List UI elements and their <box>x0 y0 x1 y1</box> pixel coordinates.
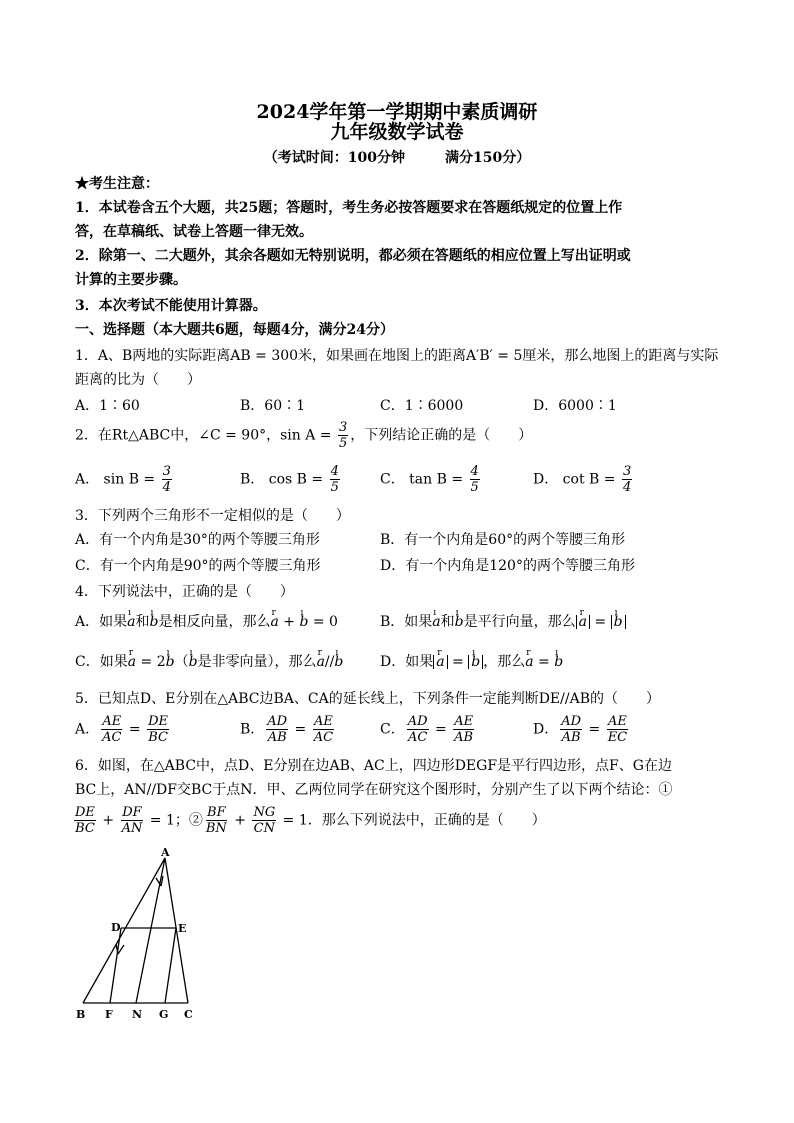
q4-stem: 4．下列说法中，正确的是（ ） <box>75 584 294 600</box>
q6-figure <box>70 848 210 1023</box>
exam-title: 2024学年第一学期期中素质调研 <box>256 101 538 123</box>
notice-1b: 答，在草稿纸、试卷上答题一律无效。 <box>75 224 313 240</box>
q2-option-a: A． sin B = $\frac{3}{4}$ <box>75 464 171 495</box>
q3-stem: 3．下列两个三角形不一定相似的是（ ） <box>75 508 350 524</box>
q2-stem-pre: 2．在Rt△ABC中，∠C = 90°，sin A = <box>75 427 336 444</box>
q5-option-a: A． $\frac{AE}{AC}$ = $\frac{DE}{BC}$ <box>75 714 169 745</box>
q3-option-b: B．有一个内角是60°的两个等腰三角形 <box>380 532 626 548</box>
side-ab <box>83 858 165 1003</box>
exam-subtitle: 九年级数学试卷 <box>330 121 464 143</box>
q4-option-c: C．如果r a = 2ı b（ı b是非零向量），那么r a//ı b <box>75 652 343 672</box>
q1-option-c: C．1∶6000 <box>380 398 464 414</box>
q4-option-b: B．如果ı a和ı b是平行向量，那么r a = ı b <box>380 612 626 632</box>
q2-stem <box>75 420 532 451</box>
label-d: D <box>111 921 121 934</box>
q5-option-c: C． $\frac{AD}{AC}$ = $\frac{AE}{AB}$ <box>380 714 474 745</box>
q2-fraction: $\frac{3}{5}$ <box>338 420 348 451</box>
label-g: G <box>159 1008 169 1021</box>
q2-option-d: D． cot B = $\frac{3}{4}$ <box>533 464 632 495</box>
q1-option-b: B．60∶1 <box>240 398 306 414</box>
section-1-heading: 一、选择题（本大题共6题，每题4分，满分24分） <box>75 322 394 338</box>
notice-1a: 1．本试卷含五个大题，共25题；答题时，考生务必按答题要求在答题纸规定的位置上作 <box>75 200 623 216</box>
arrow-df <box>116 944 124 954</box>
label-b: B <box>76 1008 86 1021</box>
notice-3: 3．本次考试不能使用计算器。 <box>75 298 267 314</box>
label-c: C <box>184 1008 193 1021</box>
q1-stem-a: 1．A、B两地的实际距离AB = 300米，如果画在地图上的距离A′B′ = 5厘米，那么地图上的距离与实际 <box>75 348 719 364</box>
q3-option-d: D．有一个内角是120°的两个等腰三角形 <box>380 558 635 574</box>
q1-option-a: A．1∶60 <box>75 398 140 414</box>
label-a: A <box>161 848 170 859</box>
arrow-an <box>156 876 163 886</box>
label-e: E <box>178 922 187 935</box>
q1-stem-b: 距离的比为（ ） <box>75 372 201 388</box>
q5-option-d: D． $\frac{AD}{AB}$ = $\frac{AE}{EC}$ <box>533 714 628 745</box>
exam-time: （考试时间：100分钟 <box>263 150 405 166</box>
q2-stem-post: ，下列结论正确的是（ ） <box>350 427 533 444</box>
full-score: 满分150分） <box>445 150 531 166</box>
q4-option-a: A．如果ı a和ı b是相反向量，那么r a + ı b = 0 <box>75 612 338 632</box>
q4-option-d: D．如果r a = ı b ，那么r a = ı b <box>380 652 563 672</box>
notice-2b: 计算的主要步骤。 <box>75 272 187 288</box>
q6-stem-c: $\frac{DE}{BC}$ + $\frac{DF}{AN}$ = 1；② $\frac{BF}{BN}$ + $\frac{NG}{CN}$ = 1．那么下列说法中，正确的是（ ） <box>75 805 546 836</box>
q5-option-b: B． $\frac{AD}{AB}$ = $\frac{AE}{AC}$ <box>240 714 334 745</box>
segment-df <box>110 928 121 1003</box>
q2-option-c: C． tan B = $\frac{4}{5}$ <box>380 464 479 495</box>
q1-option-d: D．6000∶1 <box>533 398 617 414</box>
q3-option-a: A．有一个内角是30°的两个等腰三角形 <box>75 532 320 548</box>
label-n: N <box>132 1008 143 1021</box>
exam-info <box>0 147 794 167</box>
q3-option-c: C．有一个内角是90°的两个等腰三角形 <box>75 558 321 574</box>
segment-eg <box>165 928 176 1003</box>
notice-2a: 2．除第一、二大题外，其余各题如无特别说明，都必须在答题纸的相应位置上写出证明或 <box>75 248 631 264</box>
q2-option-b: B． cos B = $\frac{4}{5}$ <box>240 464 339 495</box>
notice-heading: ★考生注意： <box>75 176 159 192</box>
label-f: F <box>105 1008 113 1021</box>
q6-stem-b: BC上，AN//DF交BC于点N．甲、乙两位同学在研究这个图形时，分别产生了以下两个结论：① <box>75 782 673 798</box>
q5-stem: 5．已知点D、E分别在△ABC边BA、CA的延长线上，下列条件一定能判断DE//AB的（ ） <box>75 691 660 707</box>
q6-stem-a: 6．如图，在△ABC中，点D、E分别在边AB、AC上，四边形DEGF是平行四边形，点F、G在边 <box>75 758 672 774</box>
segment-an <box>136 858 165 1003</box>
